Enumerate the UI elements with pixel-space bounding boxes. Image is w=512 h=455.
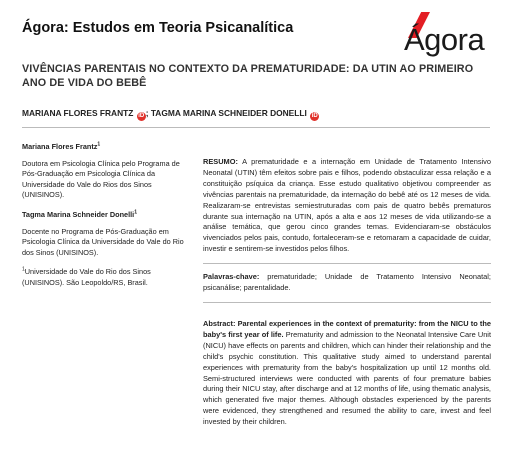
abstract-label: Abstract: Parental experiences in the context of prematurity: from the NICU to the baby's first year of life. — [203, 318, 491, 339]
author-name[interactable]: MARIANA FLORES FRANTZ — [22, 108, 134, 118]
affiliations: Mariana Flores Frantz$^1$ Doutora em Psicologia Clínica pelo Programa de Pós-Graduação em Psicologia Clínica da Universidade do Vale do Rios dos Sinos (UNISINOS). Tagma Marina Schneider Donelli$^1$ Docente no Programa de Pós-Graduação em Psicologia Clínica da Universidade do Vale do Rio dos Sinos (UNISINOS). $^1$Universidade do Vale do Rio dos Sinos (UNISINOS). São Leopoldo/RS, Brasil. — [22, 142, 190, 298]
divider — [203, 263, 491, 264]
keywords-text: prematuridade; Unidade de Tratamento Intensivo Neonatal; psicanálise; parentalidade. — [203, 272, 491, 293]
orcid-icon[interactable]: iD — [311, 113, 318, 119]
author-separator: ; — [145, 108, 149, 118]
affiliation-name: Mariana Flores Frantz$^1$ — [22, 141, 101, 151]
journal-logo — [404, 8, 496, 58]
affiliation-name: Tagma Marina Schneider Donelli$^1$ — [22, 209, 137, 219]
abstract-english — [203, 319, 491, 428]
logo-text: Ágora — [404, 22, 485, 57]
resumo-text: A prematuridade e a internação em Unidade de Tratamento Intensivo Neonatal (UTIN) têm efeitos sobre pais e filhos, podendo obstaculizar essa relação e a constituição psíquica da criança. Esse estudo qualitativo objetivou compreender as vivências parentais na prematuridade, da internação do bebê até os 12 meses de vida. Realizaram-se entrevistas semiestruturadas com pais de quatro bebês prematuros durante sua internação na UTIN, após a alta e aos 12 meses de vida utilizando-se a análise temática, que gerou cinco grandes temas. Evidenciaram-se obstáculos vivenciados pelos pais, contudo, fortaleceram-se e retomaram a capacidade de cuidar, investir e sentirem-se investidos pelos filhos. — [203, 157, 491, 254]
affiliation-description: Docente no Programa de Pós-Graduação em Psicologia Clínica da Universidade do Vale do Rio dos Sinos (UNISINOS). — [22, 226, 184, 257]
institution: Universidade do Vale do Rio dos Sinos (UNISINOS). São Leopoldo/RS, Brasil. — [22, 267, 151, 287]
resumo — [203, 157, 491, 255]
author-list — [22, 108, 319, 121]
author-name[interactable]: TAGMA MARINA SCHNEIDER DONELLI — [150, 108, 307, 118]
divider — [22, 127, 490, 128]
abstract-text: Prematurity and admission to the Neonatal Intensive Care Unit (NICU) have effects on parents and children, which can hinder their relationship and the child's psychic constitution. This qualitative study aimed to understand parental experiences with prematurity from the baby's hospitalization up until 12 months old. Semi-structured interviews were conducted with parents of four premature babies during their NICU stay, after discharge and at 12 months of life, using thematic analysis, which generated five major themes. Although obstacles experienced by the parents were evidenced, they strengthened and resumed the ability to care, invest and feel invested by their children. — [203, 329, 491, 427]
article-title: VIVÊNCIAS PARENTAIS NO CONTEXTO DA PREMATURIDADE: DA UTIN AO PRIMEIRO ANO DE VIDA DO BEBÊ — [22, 63, 474, 89]
resumo-label: RESUMO: — [203, 157, 238, 166]
affiliation-description: Doutora em Psicologia Clínica pelo Programa de Pós-Graduação em Psicologia Clínica da Universidade do Vale do Rios dos Sinos (UNISINOS). — [22, 158, 180, 200]
abstract-column — [203, 157, 491, 436]
divider — [203, 302, 491, 303]
keywords-label: Palavras-chave: — [203, 272, 260, 282]
keywords — [203, 272, 491, 294]
journal-title: Ágora: Estudos em Teoria Psicanalítica — [22, 20, 294, 36]
orcid-icon[interactable]: iD — [138, 113, 145, 119]
